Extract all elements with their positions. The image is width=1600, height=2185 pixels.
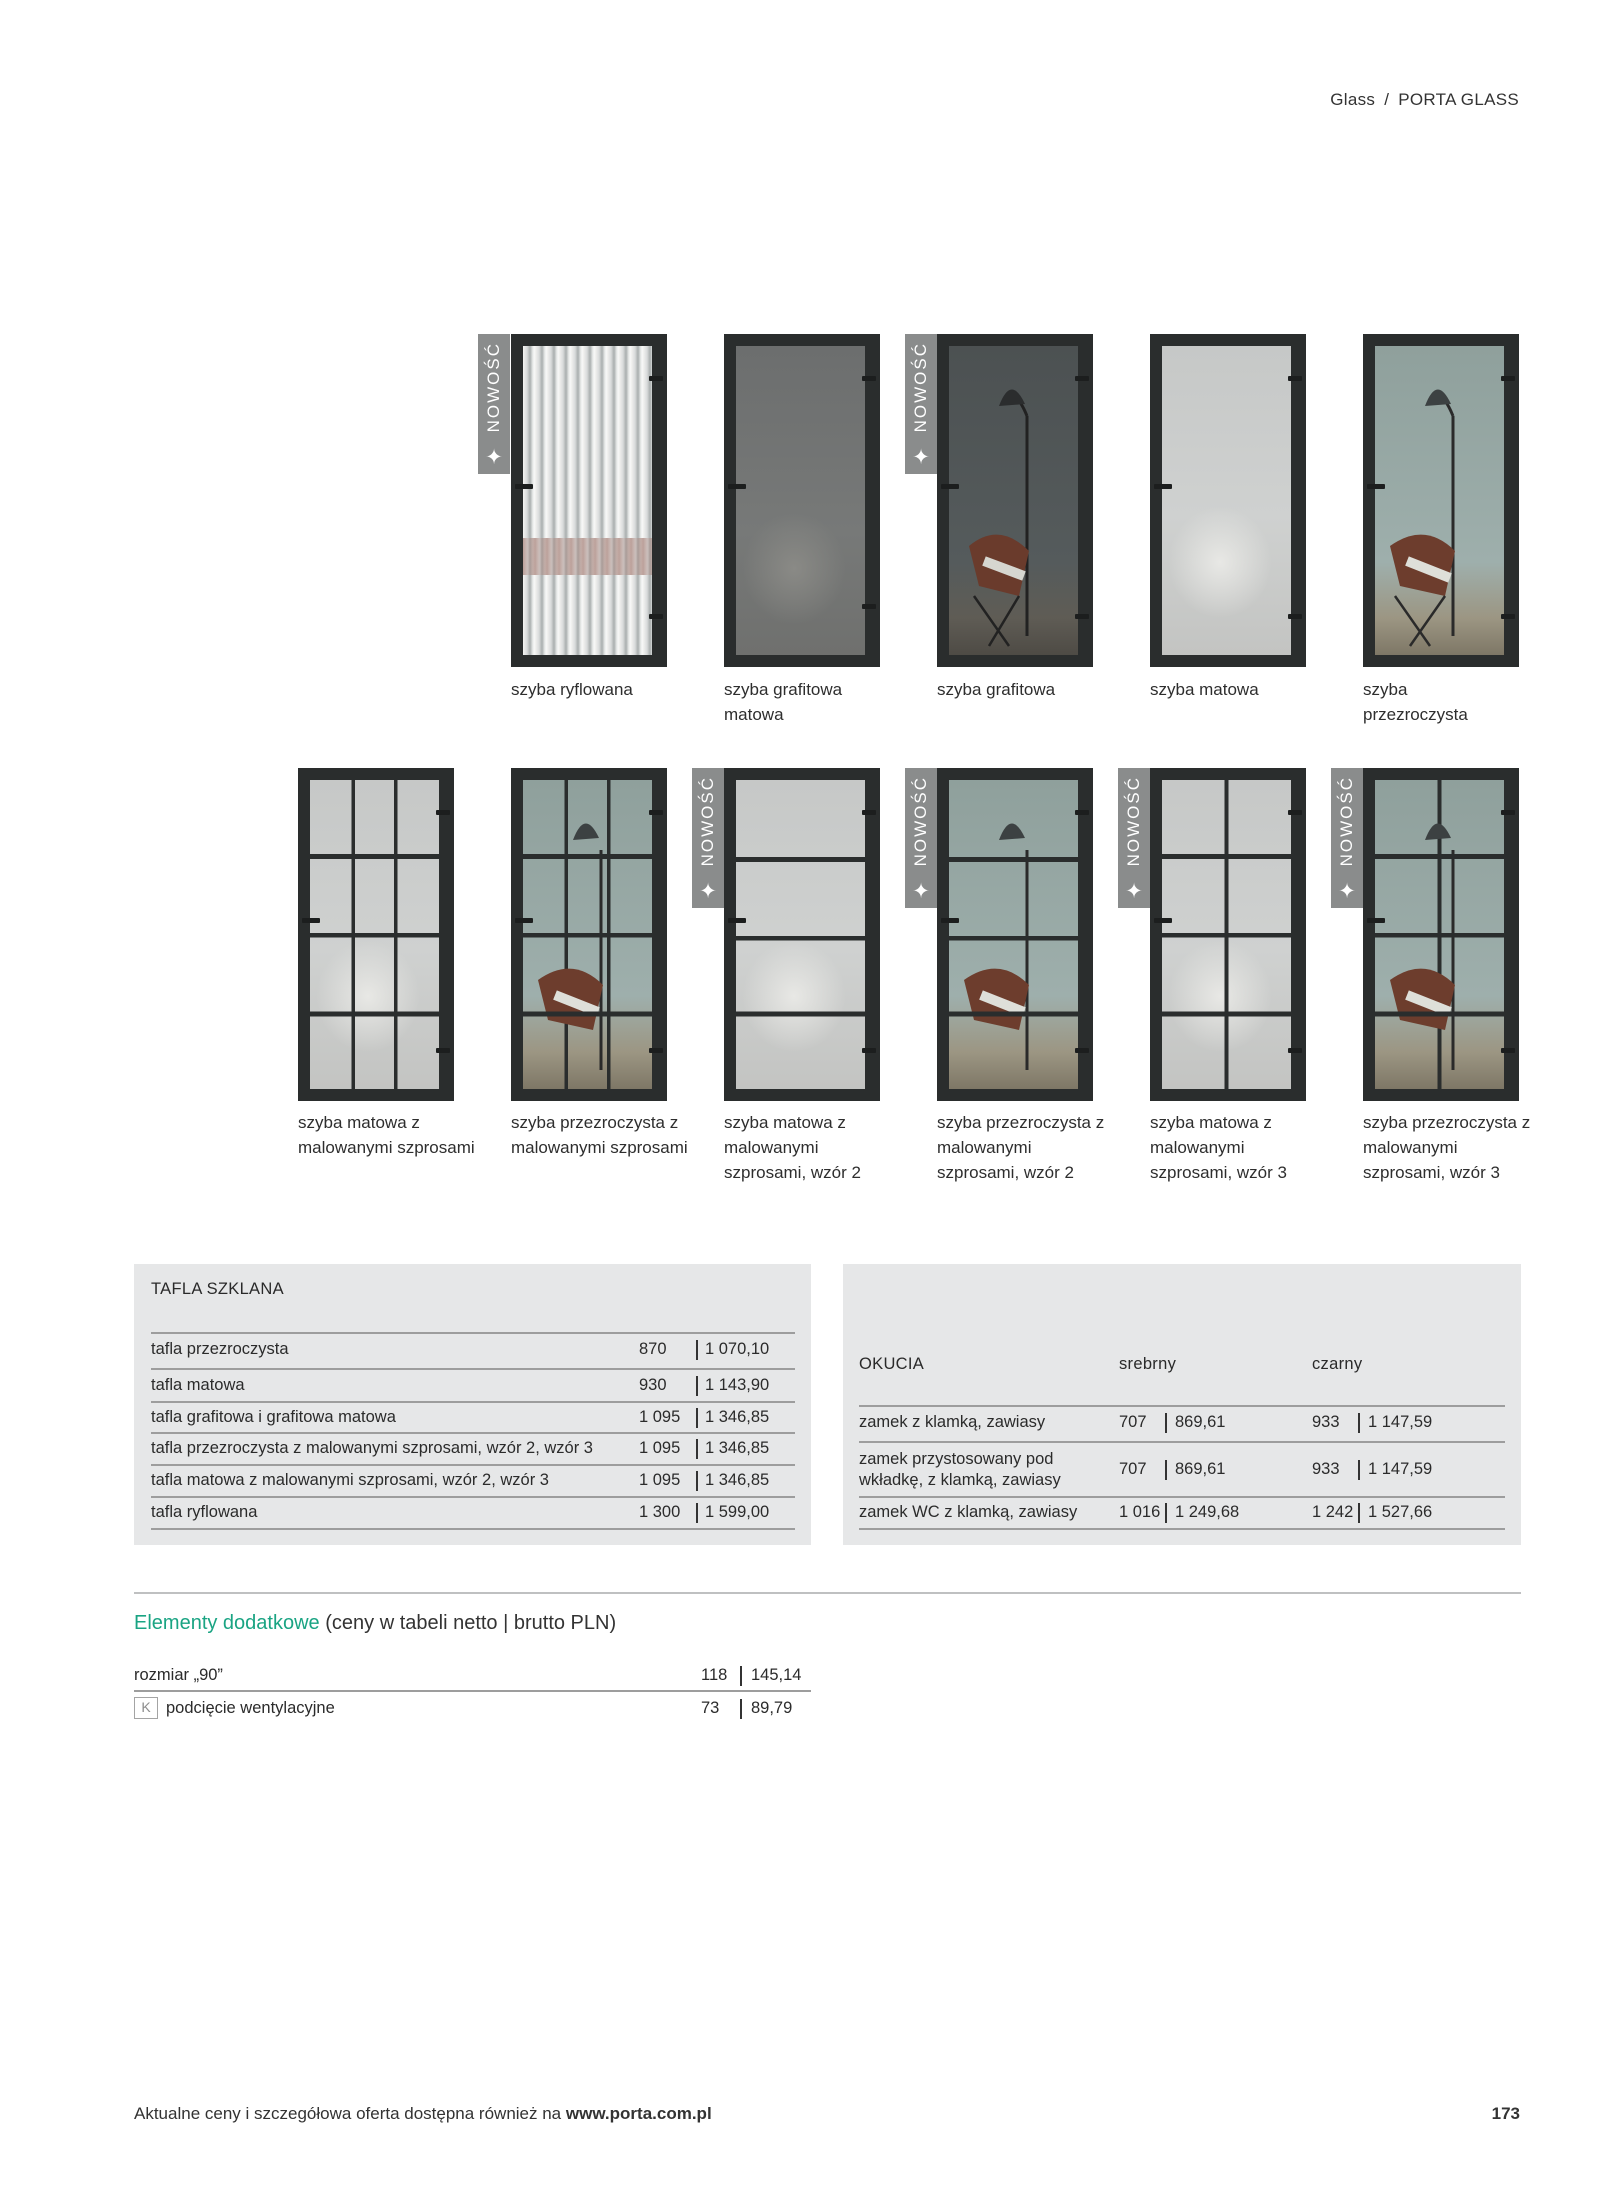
- section-divider: [134, 1592, 1521, 1594]
- table-row: zamek z klamką, zawiasy 707 869,61 933 1 147,59: [859, 1413, 1433, 1431]
- okucia-col-srebrny: srebrny: [1119, 1355, 1177, 1373]
- door-szyba-ryflowana: [511, 334, 667, 667]
- sparkle-icon: ✦: [912, 446, 930, 469]
- table-row: tafla matowa 930 1 143,90: [151, 1376, 770, 1394]
- okucia-col-czarny: czarny: [1312, 1355, 1363, 1373]
- sparkle-icon: ✦: [485, 446, 503, 469]
- breadcrumb-product: PORTA GLASS: [1398, 90, 1519, 109]
- door-caption: szyba matowa z malowanymi szprosami, wzór 3: [1150, 1113, 1287, 1182]
- ventilation-k-marker: K: [134, 1697, 158, 1719]
- door-caption: szyba przezroczysta: [1363, 680, 1468, 724]
- door-caption: szyba matowa z malowanymi szprosami: [298, 1113, 475, 1157]
- tafla-szklana-panel: [134, 1264, 811, 1545]
- table-row: rozmiar „90” 118 145,14: [134, 1666, 802, 1684]
- table-row: tafla przezroczysta 870 1 070,10: [151, 1340, 770, 1358]
- page-number: 173: [1491, 2104, 1520, 2123]
- door-szyba-matowa: [1150, 334, 1306, 667]
- new-badge: NOWOŚĆ ✦: [905, 768, 937, 908]
- table-row: tafla ryflowana 1 300 1 599,00: [151, 1503, 770, 1521]
- extras-heading: [134, 1612, 616, 1635]
- door-przezroczysta-szprosy-wzor-2: [937, 768, 1093, 1101]
- table-row: tafla matowa z malowanymi szprosami, wzór 2, wzór 3 1 095 1 346,85: [151, 1471, 770, 1489]
- table-row: tafla przezroczysta z malowanymi szprosami, wzór 2, wzór 3 1 095 1 346,85: [151, 1439, 770, 1457]
- tafla-title: TAFLA SZKLANA: [151, 1280, 284, 1298]
- okucia-panel: [843, 1264, 1521, 1545]
- sparkle-icon: ✦: [699, 880, 717, 903]
- extras-heading-note: (ceny w tabeli netto | brutto PLN): [325, 1612, 617, 1634]
- door-caption: szyba matowa: [1150, 680, 1259, 699]
- door-przezroczysta-szprosy: [511, 768, 667, 1101]
- door-caption: szyba ryflowana: [511, 680, 633, 699]
- door-szyba-grafitowa: [937, 334, 1093, 667]
- door-szyba-grafitowa-matowa: [724, 334, 880, 667]
- door-matowa-szprosy-wzor-2: [724, 768, 880, 1101]
- table-row: zamek WC z klamką, zawiasy 1 016 1 249,68 1 242 1 527,66: [859, 1503, 1433, 1521]
- extras-heading-accent: Elementy dodatkowe: [134, 1612, 320, 1634]
- door-caption: szyba przezroczysta z malowanymi szprosami, wzór 2: [937, 1113, 1105, 1182]
- sparkle-icon: ✦: [912, 880, 930, 903]
- new-badge: NOWOŚĆ ✦: [1331, 768, 1363, 908]
- new-badge: NOWOŚĆ ✦: [478, 334, 510, 474]
- door-caption: szyba matowa z malowanymi szprosami, wzór 2: [724, 1113, 861, 1182]
- door-caption: szyba grafitowa matowa: [724, 680, 843, 724]
- table-row: tafla grafitowa i grafitowa matowa 1 095 1 346,85: [151, 1408, 770, 1426]
- door-caption: szyba przezroczysta z malowanymi szprosami, wzór 3: [1363, 1113, 1531, 1182]
- door-przezroczysta-szprosy-wzor-3: [1363, 768, 1519, 1101]
- sparkle-icon: ✦: [1125, 880, 1143, 903]
- footer-note: Aktualne ceny i szczegółowa oferta dostępna również na www.porta.com.pl: [134, 2104, 712, 2123]
- door-caption: szyba przezroczysta z malowanymi szprosami: [511, 1113, 688, 1157]
- footer-website-link[interactable]: www.porta.com.pl: [565, 2104, 712, 2123]
- breadcrumb-separator: /: [1384, 90, 1390, 109]
- table-row: zamek przystosowany pod wkładkę, z klamką, zawiasy 707 869,61 933 1 147,59: [859, 1450, 1433, 1489]
- door-matowa-szprosy: [298, 768, 454, 1101]
- breadcrumb-section[interactable]: Glass: [1330, 90, 1376, 109]
- breadcrumb: [1330, 90, 1519, 110]
- table-row: K podcięcie wentylacyjne 73 89,79: [134, 1699, 811, 1727]
- new-badge: NOWOŚĆ ✦: [1118, 768, 1150, 908]
- new-badge: NOWOŚĆ ✦: [905, 334, 937, 474]
- door-szyba-przezroczysta: [1363, 334, 1519, 667]
- okucia-title: OKUCIA: [859, 1355, 925, 1373]
- new-badge: NOWOŚĆ ✦: [692, 768, 724, 908]
- sparkle-icon: ✦: [1338, 880, 1356, 903]
- door-caption: szyba grafitowa: [937, 680, 1056, 699]
- door-matowa-szprosy-wzor-3: [1150, 768, 1306, 1101]
